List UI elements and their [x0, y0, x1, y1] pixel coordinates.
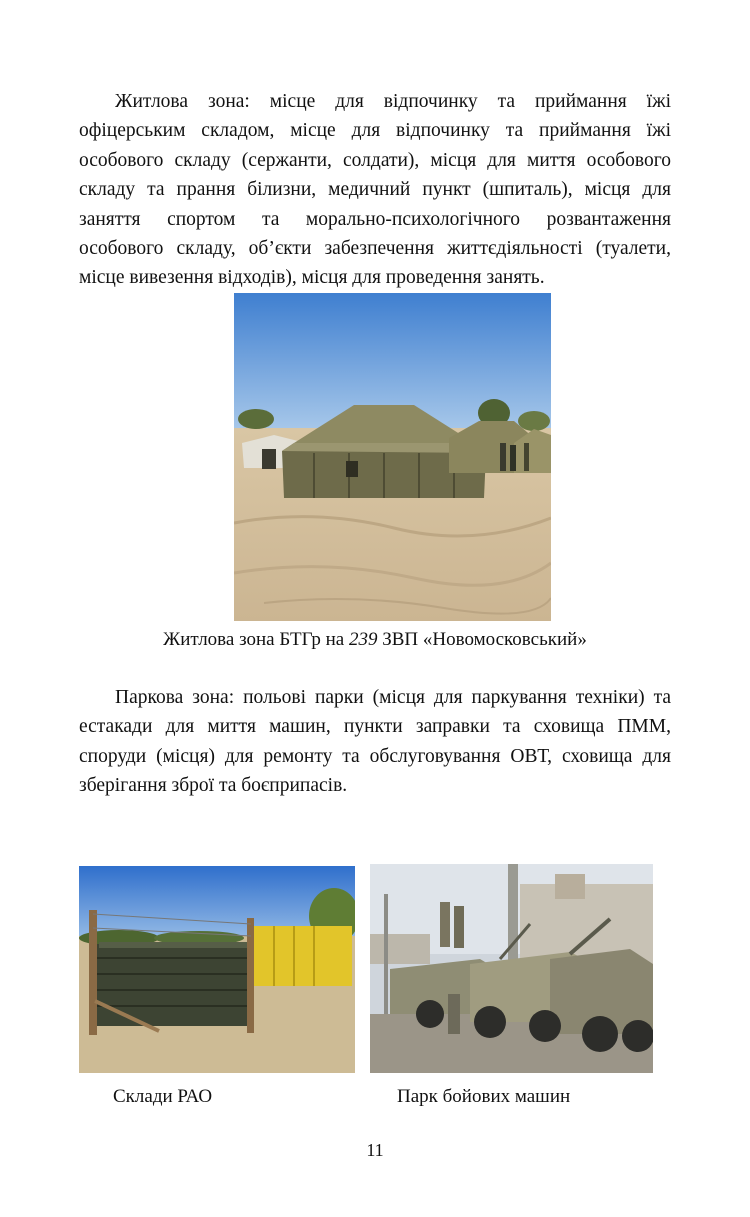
camp-photo-caption — [0, 628, 750, 652]
page-number: 11 — [366, 1140, 384, 1160]
camp-tents-photo — [234, 293, 551, 621]
storage-photo — [79, 866, 355, 1073]
park-zone-paragraph: Паркова зона: польові парки (місця для паркування техніки) та естакади для миття машин, пункти заправки та сховища ПММ, споруди (місця) для ремонту та обслуговування ОВТ, сховища для зберігання зброї та боєприпасів. — [79, 687, 671, 797]
caption-text-before: Житлова зона БТГр на — [163, 629, 349, 650]
park-photo-caption: Парк бойових машин — [397, 1086, 571, 1107]
storage-photo-caption: Склади РАО — [113, 1086, 213, 1107]
living-zone-paragraph: Житлова зона: місце для відпочинку та приймання їжі офіцерським складом, місце для відпочинку та приймання їжі особового складу (сержанти, солдати), місця для миття особового складу та прання білизни, медичний пункт (шпиталь), місця для заняття спортом та морально-психологічного розвантаження особового складу, об’єкти забезпечення життєдіяльності (туалети, місце вивезення відходів), місця для проведення занять. — [79, 91, 671, 289]
caption-text-after: ЗВП «Новомосковський» — [377, 629, 587, 650]
vehicle-park-photo — [370, 864, 653, 1073]
caption-number: 239 — [348, 629, 378, 650]
